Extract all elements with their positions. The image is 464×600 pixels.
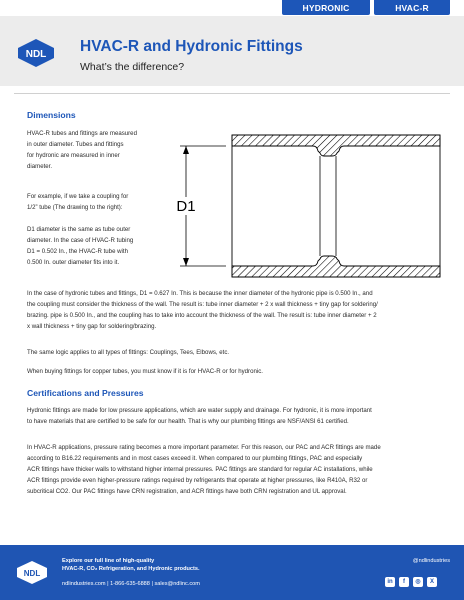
text-line: in outer diameter. Tubes and fittings	[27, 141, 124, 149]
top-tabs	[282, 0, 450, 15]
text-line: 0.500 In. outer diameter fits into it.	[27, 259, 120, 267]
dimensions-paragraph-2	[27, 191, 128, 213]
dimensions-paragraph-1	[27, 128, 137, 172]
coupling-drawing	[176, 126, 456, 284]
certifications-heading: Certifications and Pressures	[27, 388, 144, 398]
certifications-paragraph-2	[27, 442, 381, 497]
text-line: HVAC-R tubes and fittings are measured	[27, 130, 137, 137]
certifications-paragraph-1	[27, 405, 372, 427]
footer-tagline-1: Explore our full line of high-quality	[62, 558, 155, 564]
text-line: the coupling must consider the thickness of the wall. The result is: tube inner diameter + 2 x wall thickness + tiny gap for soldering/	[27, 301, 378, 309]
linkedin-icon[interactable]: in	[385, 577, 395, 587]
text-line: ACR fittings have thicker walls to withstand higher internal pressures. PAC fittings are standard for regular AC installations, while	[27, 466, 373, 474]
footer-tagline-2: HVAC-R, CO₂ Refrigeration, and Hydronic products.	[62, 566, 200, 572]
text-line: according to B16.22 requirements and in most cases exceed it. When compared to our plumbing fittings, PAC and especially	[27, 455, 363, 463]
ndl-logo	[14, 38, 58, 68]
text-line: In the case of hydronic tubes and fittings, D1 = 0.627 In. This is because the inner diameter of the hydronic pipe is 0.500 In., and	[27, 290, 373, 297]
page-footer	[0, 545, 464, 600]
drawing-label-d1: D1	[176, 198, 196, 215]
text-line: D1 diameter is the same as tube outer	[27, 226, 131, 233]
arrow-up-icon	[183, 146, 189, 154]
tab-hvac-r[interactable]: HVAC-R	[374, 0, 450, 15]
dimensions-heading: Dimensions	[27, 110, 76, 120]
logo-text: NDL	[25, 49, 47, 60]
page-header	[0, 16, 464, 86]
text-line: for hydronic are measured in inner	[27, 152, 120, 160]
footer-social-handle[interactable]: @ndlindustries	[412, 558, 450, 564]
text-line: ACR fittings provide even higher-pressure ratings required by refrigerants that operate at higher pressures, like R410A, R32 or	[27, 477, 368, 485]
dimensions-paragraph-5: The same logic applies to all types of fittings: Couplings, Tees, Elbows, etc.	[27, 349, 230, 356]
text-line: D1 = 0.502 In., the HVAC-R tube with	[27, 248, 128, 256]
instagram-icon[interactable]: ◎	[413, 577, 423, 587]
arrow-down-icon	[183, 258, 189, 266]
footer-contact[interactable]: ndlindustries.com | 1-866-635-6888 | sales@ndlinc.com	[62, 581, 200, 587]
text-line: 1/2” tube (The drawing to the right):	[27, 204, 123, 212]
coupling-wall-bottom	[232, 256, 440, 277]
dimensions-paragraph-6: When buying fittings for copper tubes, you must know if it is for HVAC-R or for hydronic.	[27, 368, 263, 375]
page-subtitle: What’s the difference?	[80, 61, 185, 73]
footer-logo-text: NDL	[23, 569, 41, 578]
x-icon[interactable]: X	[427, 577, 437, 587]
text-line: subcritical CO2. Our PAC fittings have CRN registration, and ACR fittings have both CRN registration and UL approval.	[27, 488, 347, 496]
text-line: diameter.	[27, 163, 53, 171]
coupling-wall-top	[232, 135, 440, 156]
header-divider	[14, 93, 450, 94]
text-line: x wall thickness + tiny gap for soldering/brazing.	[27, 323, 157, 331]
tab-hydronic[interactable]: HYDRONIC	[282, 0, 370, 15]
text-line: Hydronic fittings are made for low pressure applications, which are water supply and drainage. For hydronic, it is more important	[27, 407, 372, 414]
text-line: brazing. pipe is 0.500 In., and the coupling has to take into account the thickness of the wall. The result is: tube inner diameter + 2	[27, 312, 377, 320]
text-line: For example, if we take a coupling for	[27, 193, 129, 200]
text-line: diameter. In the case of HVAC-R tubing	[27, 237, 134, 245]
dimensions-paragraph-4	[27, 288, 378, 332]
page-title: HVAC-R and Hydronic Fittings	[80, 38, 303, 55]
text-line: In HVAC-R applications, pressure rating becomes a more important parameter. For this reason, our PAC and ACR fittings are made	[27, 444, 381, 451]
text-line: to have materials that are certified to be safe for our health. That is why our plumbing fittings are NSF/ANSI 61 certified.	[27, 418, 349, 426]
footer-ndl-logo	[14, 560, 50, 585]
dimensions-paragraph-3	[27, 224, 133, 268]
facebook-icon[interactable]: f	[399, 577, 409, 587]
